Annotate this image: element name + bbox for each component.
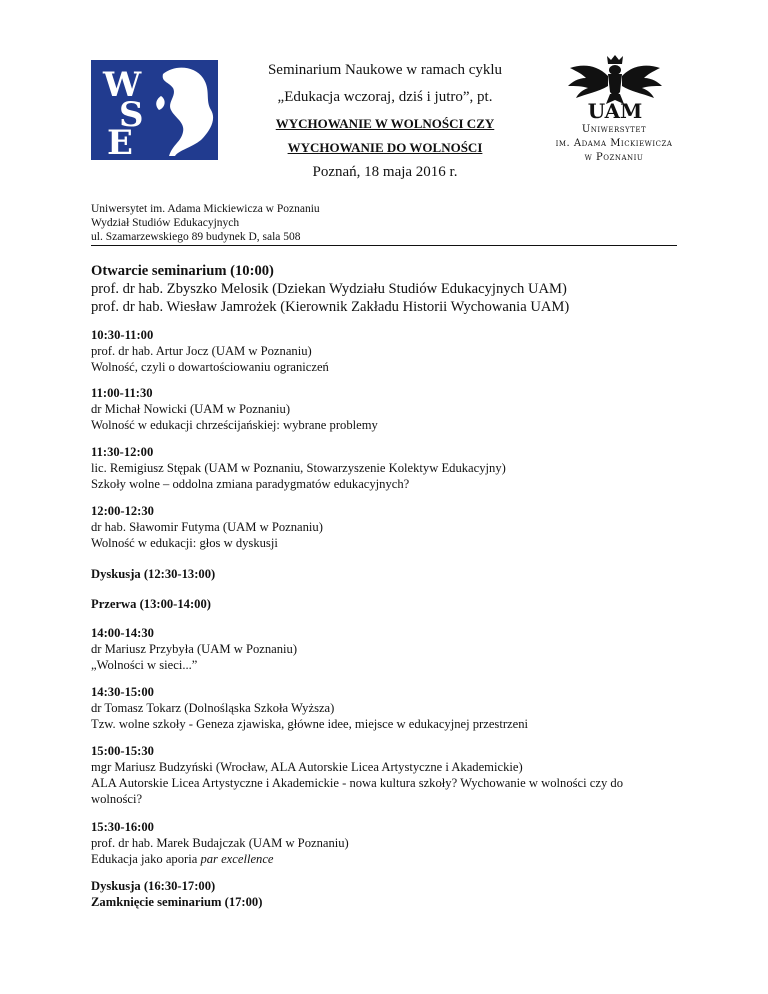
program-time: 11:00-11:30 <box>91 386 153 400</box>
program-talk-title: Szkoły wolne – oddolna zmiana paradygmatów edukacyjnych? <box>91 477 410 491</box>
program-item <box>91 503 677 551</box>
header-line2: „Edukacja wczoraj, dziś i jutro”, pt. <box>277 89 493 105</box>
program-item <box>91 327 677 375</box>
program-speaker: prof. dr hab. Artur Jocz (UAM w Poznaniu) <box>91 344 312 358</box>
program-talk-title: Tzw. wolne szkoły - Geneza zjawiska, główne idee, miejsce w edukacyjnej przestrzeni <box>91 717 528 731</box>
program-talk-title: Wolność w edukacji: głos w dyskusji <box>91 536 278 550</box>
place-date: Poznań, 18 maja 2016 r. <box>312 164 458 180</box>
program-talk-title-italic: par excellence <box>200 852 274 866</box>
break <box>91 596 677 612</box>
program-item <box>91 743 677 807</box>
program-item <box>91 684 677 732</box>
program-speaker: dr Michał Nowicki (UAM w Poznaniu) <box>91 402 291 416</box>
program-speaker: mgr Mariusz Budzyński (Wrocław, ALA Autorskie Licea Artystyczne i Akademickie) <box>91 760 523 774</box>
program-speaker: dr Mariusz Przybyła (UAM w Poznaniu) <box>91 642 298 656</box>
program-time: 10:30-11:00 <box>91 328 154 342</box>
program-time: 15:30-16:00 <box>91 820 154 834</box>
svg-text:E: E <box>107 123 133 160</box>
discussion-1-label: Dyskusja (12:30-13:00) <box>91 567 216 581</box>
program-time: 12:00-12:30 <box>91 504 154 518</box>
program-item <box>91 444 677 492</box>
svg-text:W: W <box>103 65 142 105</box>
program-talk-title: Wolność w edukacji chrześcijańskiej: wybrane problemy <box>91 418 378 432</box>
program-talk-title: „Wolności w sieci...” <box>91 658 198 672</box>
opening-title: Otwarcie seminarium (10:00) <box>91 263 274 279</box>
uam-monogram: UAM <box>587 99 643 120</box>
opening-speaker1: prof. dr hab. Zbyszko Melosik (Dziekan Wydziału Studiów Edukacyjnych UAM) <box>91 281 567 297</box>
program-talk-title-plain: Edukacja jako aporia <box>91 852 201 866</box>
program-time: 11:30-12:00 <box>91 445 154 459</box>
program-speaker: lic. Remigiusz Stępak (UAM w Poznaniu, Stowarzyszenie Kolektyw Edukacyjny) <box>91 461 506 475</box>
uam-name-line1: Uniwersytet <box>581 124 647 135</box>
program-speaker: dr hab. Sławomir Futyma (UAM w Poznaniu) <box>91 520 323 534</box>
address-line2: Wydział Studiów Edukacyjnych <box>91 217 240 229</box>
program-talk-title: Wolność, czyli o dowartościowaniu ograniczeń <box>91 360 329 374</box>
header-line1: Seminarium Naukowe w ramach cyklu <box>267 62 503 78</box>
program-item <box>91 625 677 673</box>
closing-block <box>91 878 677 910</box>
divider <box>91 245 677 246</box>
discussion-1 <box>91 566 677 582</box>
program-time: 14:00-14:30 <box>91 626 154 640</box>
uam-name-line2: im. Adama Mickiewicza <box>555 138 673 149</box>
program-talk-title: ALA Autorskie Licea Artystyczne i Akademickie - nowa kultura szkoły? Wychowanie w wolności czy do wolności? <box>91 776 623 806</box>
program-time: 15:00-15:30 <box>91 744 154 758</box>
uam-name-line3: w Poznaniu <box>584 152 644 163</box>
discussion-2-label: Dyskusja (16:30-17:00) <box>91 879 216 893</box>
program-time: 14:30-15:00 <box>91 685 154 699</box>
uam-eagle-icon <box>560 54 670 120</box>
seminar-title-line1: WYCHOWANIE W WOLNOŚCI CZY <box>275 116 495 131</box>
program-speaker: prof. dr hab. Marek Budajczak (UAM w Poznaniu) <box>91 836 349 850</box>
seminar-title-line2: WYCHOWANIE DO WOLNOŚCI <box>287 140 483 155</box>
opening-speaker2: prof. dr hab. Wiesław Jamrożek (Kierownik Zakładu Historii Wychowania UAM) <box>91 299 570 315</box>
wsp-logo <box>91 60 218 160</box>
address-line3: ul. Szamarzewskiego 89 budynek D, sala 508 <box>91 231 301 243</box>
program-item <box>91 385 677 433</box>
closing-label: Zamknięcie seminarium (17:00) <box>91 895 263 909</box>
program-item <box>91 819 677 867</box>
program-speaker: dr Tomasz Tokarz (Dolnośląska Szkoła Wyższa) <box>91 701 335 715</box>
address-line1: Uniwersytet im. Adama Mickiewicza w Poznaniu <box>91 203 320 215</box>
svg-text:S: S <box>119 95 144 135</box>
program-talk-title <box>91 851 677 867</box>
break-label: Przerwa (13:00-14:00) <box>91 597 211 611</box>
